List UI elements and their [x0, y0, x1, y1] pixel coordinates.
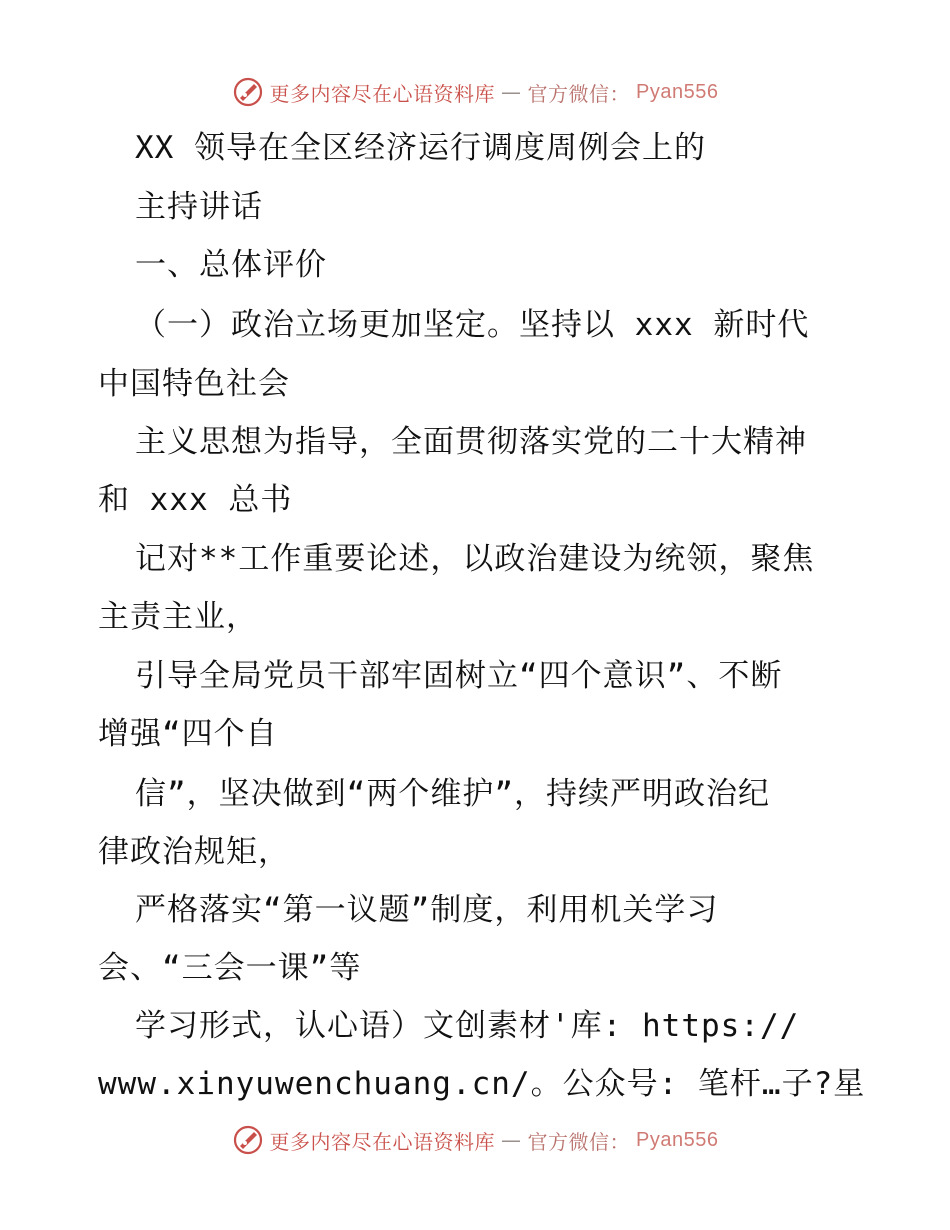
paragraph-line: 会、“三会一课”等 — [98, 950, 362, 986]
paragraph-line: 主义思想为指导，全面贯彻落实党的二十大精神 — [135, 424, 807, 460]
section-heading: 一、总体评价 — [135, 247, 327, 283]
watermark-separator: — — [501, 80, 522, 104]
paragraph-line: 主责主业， — [98, 599, 258, 635]
watermark-footer — [0, 1120, 950, 1160]
document-title-line1: XX 领导在全区经济运行调度周例会上的 — [135, 130, 706, 166]
paragraph-line: （一）政治立场更加坚定。坚持以 xxx 新时代 — [135, 307, 810, 343]
paragraph-line: 学习形式，认心语）文创素材'库: https:// — [135, 1008, 800, 1044]
paragraph-line: 信”，坚决做到“两个维护”，持续严明政治纪 — [135, 776, 770, 812]
watermark-main-text: 更多内容尽在心语资料库 — [269, 81, 496, 106]
watermark-wechat-id: Pyan556 — [636, 1128, 719, 1151]
paragraph-line: 严格落实“第一议题”制度，利用机关学习 — [135, 892, 719, 928]
watermark-wechat-id: Pyan556 — [636, 80, 719, 103]
paragraph-line: 和 xxx 总书 — [98, 482, 293, 518]
pen-nib-circle-icon — [232, 1124, 264, 1156]
paragraph-line: 中国特色社会 — [98, 366, 290, 402]
paragraph-line: 律政治规矩， — [98, 834, 290, 870]
pen-nib-circle-icon — [232, 76, 264, 108]
paragraph-line: www.xinyuwenchuang.cn/。公众号: 笔杆…子?星 — [98, 1066, 866, 1102]
paragraph-line: 引导全局党员干部牢固树立“四个意识”、不断 — [135, 658, 783, 694]
paragraph-line: 增强“四个自 — [98, 716, 278, 752]
watermark-separator: — — [501, 1128, 522, 1152]
watermark-main-text: 更多内容尽在心语资料库 — [269, 1129, 496, 1154]
paragraph-line: 记对**工作重要论述，以政治建设为统领，聚焦 — [135, 541, 815, 577]
watermark-header — [0, 72, 950, 112]
watermark-sub-text: 官方微信： — [527, 81, 631, 106]
watermark-sub-text: 官方微信： — [527, 1129, 631, 1154]
document-title-line2: 主持讲话 — [135, 189, 263, 225]
